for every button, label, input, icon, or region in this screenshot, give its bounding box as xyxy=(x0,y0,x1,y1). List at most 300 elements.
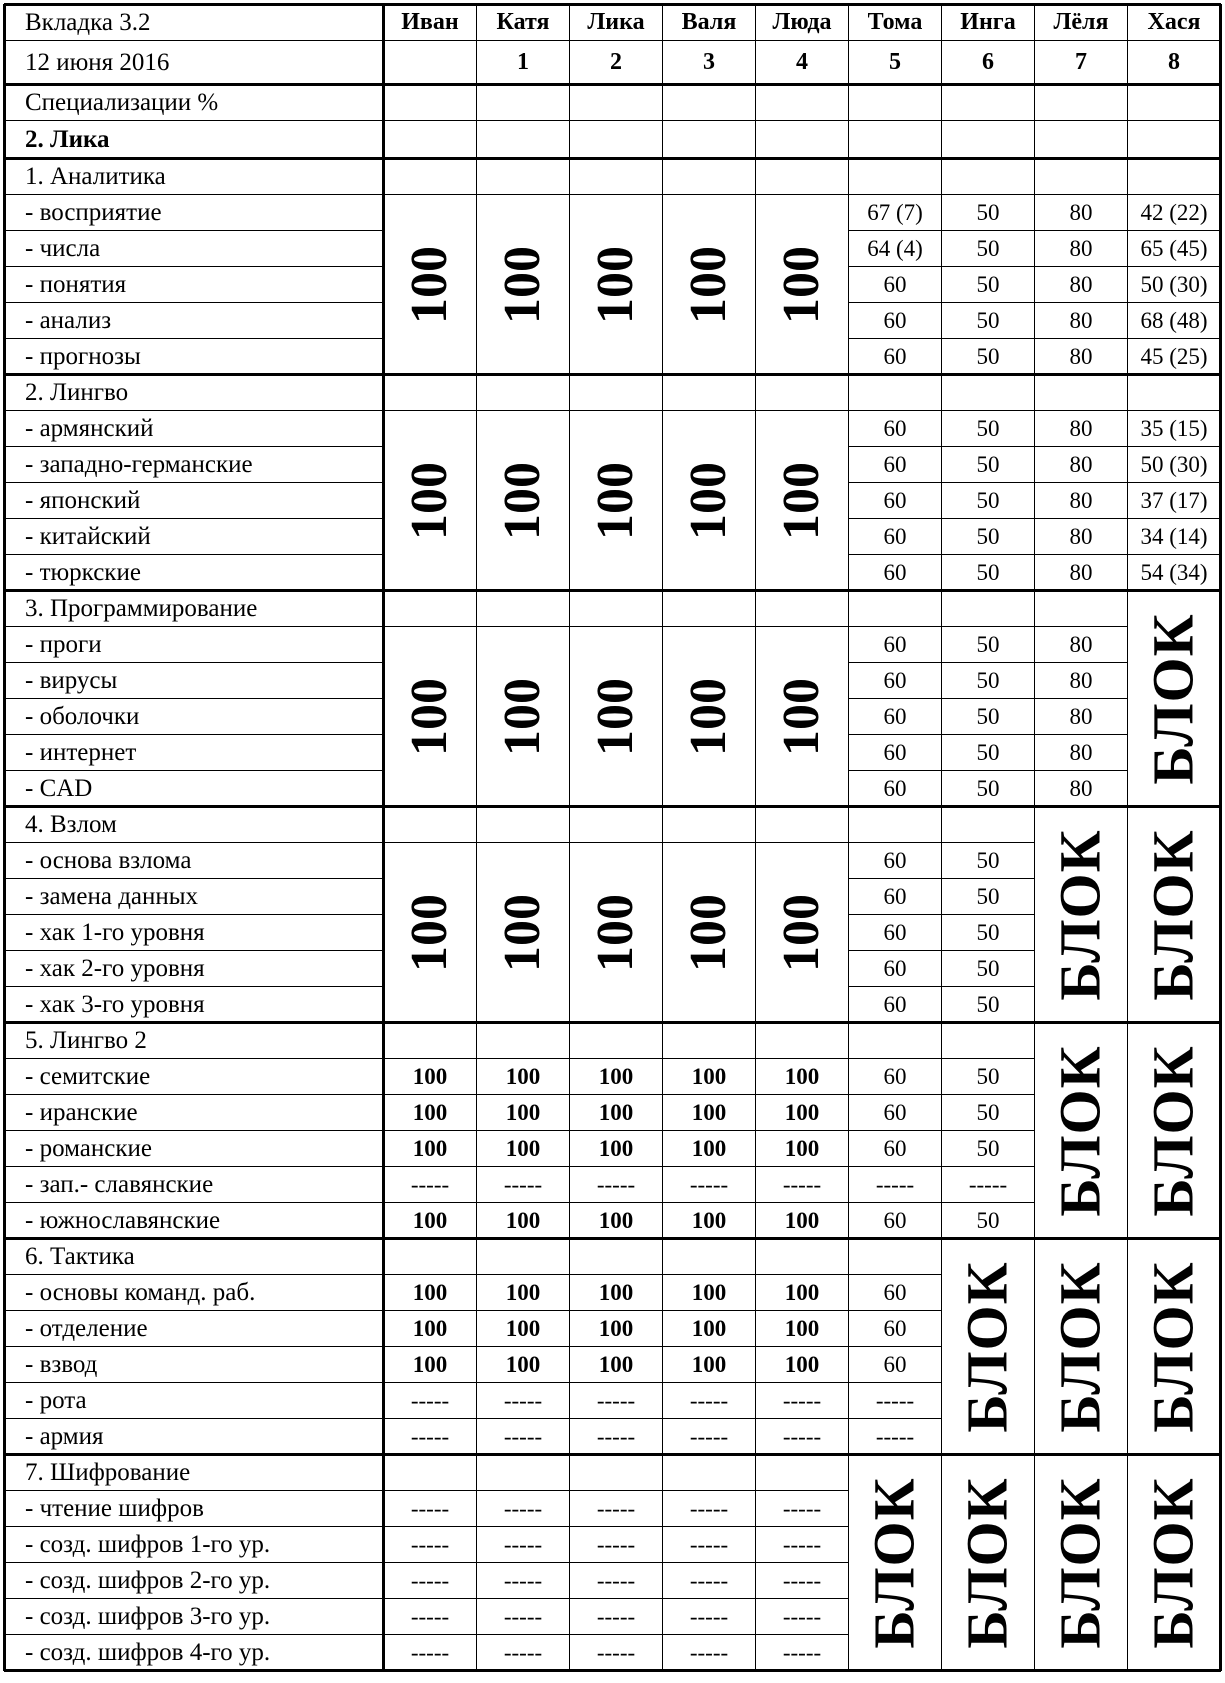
value-cell: 100 xyxy=(662,1094,756,1131)
merged-cell xyxy=(476,410,570,591)
value-cell: 100 xyxy=(383,1130,477,1167)
merged-cell xyxy=(476,842,570,1023)
empty-cell xyxy=(476,1238,570,1275)
block-mark: БЛОК xyxy=(1141,828,1207,1001)
empty-cell xyxy=(383,374,477,411)
value-cell: 67 (7) xyxy=(848,194,942,231)
person-number: 1 xyxy=(476,40,570,85)
value-cell: 50 xyxy=(941,626,1035,663)
block-mark: БЛОК xyxy=(1048,1260,1114,1433)
value-cell: 100 xyxy=(662,1346,756,1383)
merged-value: 100 xyxy=(587,893,644,972)
row-label: - оболочки xyxy=(4,698,384,735)
value-cell: 80 xyxy=(1034,446,1128,483)
merged-value: 100 xyxy=(680,893,737,972)
person-number: 3 xyxy=(662,40,756,85)
empty-cell xyxy=(1034,374,1128,411)
empty-cell xyxy=(941,158,1035,195)
empty-cell xyxy=(755,1454,849,1491)
value-cell: 50 xyxy=(941,986,1035,1023)
row-label: - замена данных xyxy=(4,878,384,915)
row-label: - отделение xyxy=(4,1310,384,1347)
row-label: - тюркские xyxy=(4,554,384,591)
empty-cell xyxy=(941,1022,1035,1059)
value-cell: ----- xyxy=(755,1562,849,1599)
value-cell: 80 xyxy=(1034,302,1128,339)
value-cell: 60 xyxy=(848,266,942,303)
value-cell: 60 xyxy=(848,842,942,879)
section-title: 3. Программирование xyxy=(4,590,384,627)
section-caption: Специализации % xyxy=(4,84,384,121)
person-name: Люда xyxy=(755,4,849,41)
value-cell: 60 xyxy=(848,950,942,987)
merged-value: 100 xyxy=(773,677,830,756)
empty-cell xyxy=(662,1238,756,1275)
row-label: - понятия xyxy=(4,266,384,303)
value-cell: ----- xyxy=(569,1382,663,1419)
merged-cell xyxy=(476,194,570,375)
value-cell: ----- xyxy=(755,1166,849,1203)
row-label: - созд. шифров 2-го ур. xyxy=(4,1562,384,1599)
empty-cell xyxy=(383,806,477,843)
value-cell: ----- xyxy=(941,1166,1035,1203)
value-cell: ----- xyxy=(569,1490,663,1527)
value-cell: 60 xyxy=(848,914,942,951)
empty-cell xyxy=(383,84,477,121)
row-label: - японский xyxy=(4,482,384,519)
empty-cell xyxy=(755,1022,849,1059)
blocked-cell xyxy=(1034,806,1128,1023)
value-cell: 34 (14) xyxy=(1127,518,1221,555)
merged-value: 100 xyxy=(494,893,551,972)
value-cell: ----- xyxy=(569,1562,663,1599)
value-cell: 60 xyxy=(848,1094,942,1131)
person-number: 4 xyxy=(755,40,849,85)
value-cell: 37 (17) xyxy=(1127,482,1221,519)
value-cell: ----- xyxy=(848,1418,942,1455)
merged-value: 100 xyxy=(494,461,551,540)
merged-cell xyxy=(476,626,570,807)
merged-value: 100 xyxy=(494,677,551,756)
value-cell: 100 xyxy=(755,1346,849,1383)
value-cell: ----- xyxy=(662,1166,756,1203)
value-cell: 100 xyxy=(755,1058,849,1095)
value-cell: 50 xyxy=(941,1130,1035,1167)
empty-cell xyxy=(755,158,849,195)
empty-cell xyxy=(662,120,756,159)
empty-cell xyxy=(755,120,849,159)
value-cell: ----- xyxy=(662,1562,756,1599)
merged-cell xyxy=(569,626,663,807)
merged-cell xyxy=(755,410,849,591)
row-label: - основы команд. раб. xyxy=(4,1274,384,1311)
value-cell: ----- xyxy=(476,1562,570,1599)
value-cell: 100 xyxy=(476,1130,570,1167)
empty-cell xyxy=(662,374,756,411)
merged-cell xyxy=(569,410,663,591)
value-cell: 50 xyxy=(941,1094,1035,1131)
empty-cell xyxy=(848,590,942,627)
value-cell: 50 xyxy=(941,662,1035,699)
value-cell: 60 xyxy=(848,518,942,555)
row-label: - хак 3-го уровня xyxy=(4,986,384,1023)
empty-cell xyxy=(1034,120,1128,159)
value-cell: 100 xyxy=(476,1310,570,1347)
value-cell: ----- xyxy=(569,1418,663,1455)
value-cell: 45 (25) xyxy=(1127,338,1221,375)
empty-cell xyxy=(383,1022,477,1059)
section-title: 1. Аналитика xyxy=(4,158,384,195)
value-cell: ----- xyxy=(755,1598,849,1635)
row-label: - хак 2-го уровня xyxy=(4,950,384,987)
value-cell: 100 xyxy=(569,1094,663,1131)
empty-cell xyxy=(569,374,663,411)
value-cell: 50 (30) xyxy=(1127,446,1221,483)
value-cell: 100 xyxy=(383,1202,477,1239)
section-title: 4. Взлом xyxy=(4,806,384,843)
merged-cell xyxy=(662,194,756,375)
merged-value: 100 xyxy=(680,677,737,756)
empty-cell xyxy=(1127,84,1221,121)
empty-cell xyxy=(941,120,1035,159)
merged-value: 100 xyxy=(680,245,737,324)
value-cell: 50 xyxy=(941,518,1035,555)
value-cell: ----- xyxy=(476,1526,570,1563)
empty-cell xyxy=(476,120,570,159)
value-cell: 80 xyxy=(1034,518,1128,555)
value-cell: ----- xyxy=(755,1382,849,1419)
section-title: 6. Тактика xyxy=(4,1238,384,1275)
merged-cell xyxy=(755,194,849,375)
empty-cell xyxy=(476,590,570,627)
empty-cell xyxy=(1127,120,1221,159)
value-cell: 100 xyxy=(476,1346,570,1383)
value-cell: 42 (22) xyxy=(1127,194,1221,231)
row-label: - армия xyxy=(4,1418,384,1455)
empty-cell xyxy=(755,374,849,411)
value-cell: 100 xyxy=(662,1058,756,1095)
empty-cell xyxy=(569,806,663,843)
value-cell: 100 xyxy=(569,1346,663,1383)
empty-cell xyxy=(1034,84,1128,121)
row-label: - созд. шифров 4-го ур. xyxy=(4,1634,384,1671)
value-cell: ----- xyxy=(383,1634,477,1671)
value-cell: 50 xyxy=(941,302,1035,339)
merged-value: 100 xyxy=(587,677,644,756)
row-label: - южнославянские xyxy=(4,1202,384,1239)
empty-cell xyxy=(1034,158,1128,195)
value-cell: ----- xyxy=(755,1418,849,1455)
value-cell: 100 xyxy=(569,1058,663,1095)
value-cell: 100 xyxy=(755,1274,849,1311)
value-cell: 60 xyxy=(848,1058,942,1095)
value-cell: ----- xyxy=(476,1166,570,1203)
empty-cell xyxy=(848,158,942,195)
value-cell: 60 xyxy=(848,1346,942,1383)
merged-cell xyxy=(383,194,477,375)
value-cell: ----- xyxy=(383,1490,477,1527)
empty-cell xyxy=(848,374,942,411)
value-cell: ----- xyxy=(662,1598,756,1635)
merged-value: 100 xyxy=(587,245,644,324)
block-mark: БЛОК xyxy=(1141,1476,1207,1649)
value-cell: ----- xyxy=(383,1562,477,1599)
empty-cell xyxy=(383,120,477,159)
value-cell: ----- xyxy=(569,1526,663,1563)
block-mark: БЛОК xyxy=(1141,612,1207,785)
empty-cell xyxy=(662,1022,756,1059)
empty-cell xyxy=(476,1454,570,1491)
row-label: - семитские xyxy=(4,1058,384,1095)
value-cell: 60 xyxy=(848,626,942,663)
blocked-cell xyxy=(1034,1454,1128,1671)
value-cell: 60 xyxy=(848,1202,942,1239)
block-mark: БЛОК xyxy=(1141,1044,1207,1217)
person-name: Инга xyxy=(941,4,1035,41)
value-cell: 60 xyxy=(848,770,942,807)
row-label: - основа взлома xyxy=(4,842,384,879)
empty-cell xyxy=(569,1238,663,1275)
block-mark: БЛОК xyxy=(1048,1044,1114,1217)
value-cell: 50 xyxy=(941,770,1035,807)
value-cell: ----- xyxy=(383,1598,477,1635)
empty-cell xyxy=(755,590,849,627)
value-cell: 50 xyxy=(941,1058,1035,1095)
value-cell: 60 xyxy=(848,410,942,447)
value-cell: 60 xyxy=(848,878,942,915)
value-cell: 60 xyxy=(848,698,942,735)
value-cell: 50 xyxy=(941,878,1035,915)
value-cell: 60 xyxy=(848,734,942,771)
row-label: - созд. шифров 1-го ур. xyxy=(4,1526,384,1563)
row-label: - китайский xyxy=(4,518,384,555)
merged-value: 100 xyxy=(401,893,458,972)
value-cell: ----- xyxy=(755,1526,849,1563)
row-label: - хак 1-го уровня xyxy=(4,914,384,951)
value-cell: ----- xyxy=(662,1634,756,1671)
value-cell: ----- xyxy=(662,1418,756,1455)
value-cell: 100 xyxy=(476,1274,570,1311)
person-number: 2 xyxy=(569,40,663,85)
value-cell: 50 xyxy=(941,266,1035,303)
merged-cell xyxy=(569,194,663,375)
person-name: Иван xyxy=(383,4,477,41)
value-cell: 100 xyxy=(383,1274,477,1311)
row-label: - CAD xyxy=(4,770,384,807)
row-label: - взвод xyxy=(4,1346,384,1383)
merged-value: 100 xyxy=(401,677,458,756)
empty-cell xyxy=(662,806,756,843)
row-label: - числа xyxy=(4,230,384,267)
value-cell: 100 xyxy=(476,1202,570,1239)
row-label: - романские xyxy=(4,1130,384,1167)
value-cell: 100 xyxy=(755,1202,849,1239)
value-cell: ----- xyxy=(662,1490,756,1527)
value-cell: 100 xyxy=(569,1202,663,1239)
section-title: 5. Лингво 2 xyxy=(4,1022,384,1059)
value-cell: 80 xyxy=(1034,338,1128,375)
merged-value: 100 xyxy=(494,245,551,324)
empty-cell xyxy=(569,120,663,159)
row-label: - армянский xyxy=(4,410,384,447)
empty-cell xyxy=(662,590,756,627)
value-cell: 100 xyxy=(755,1094,849,1131)
blocked-cell xyxy=(941,1454,1035,1671)
value-cell: 80 xyxy=(1034,266,1128,303)
person-name: Лёля xyxy=(1034,4,1128,41)
value-cell: 80 xyxy=(1034,482,1128,519)
row-label: - вирусы xyxy=(4,662,384,699)
blocked-cell xyxy=(1127,806,1221,1023)
value-cell: 100 xyxy=(662,1202,756,1239)
merged-cell xyxy=(383,410,477,591)
person-number xyxy=(383,40,477,85)
row-label: - западно-германские xyxy=(4,446,384,483)
empty-cell xyxy=(848,806,942,843)
value-cell: ----- xyxy=(383,1166,477,1203)
empty-cell xyxy=(569,158,663,195)
value-cell: ----- xyxy=(662,1382,756,1419)
empty-cell xyxy=(476,1022,570,1059)
row-label: - прогнозы xyxy=(4,338,384,375)
value-cell: 60 xyxy=(848,302,942,339)
value-cell: ----- xyxy=(476,1490,570,1527)
empty-cell xyxy=(569,1454,663,1491)
value-cell: 100 xyxy=(755,1310,849,1347)
blocked-cell xyxy=(848,1454,942,1671)
section-title: 7. Шифрование xyxy=(4,1454,384,1491)
row-label: - иранские xyxy=(4,1094,384,1131)
blocked-cell xyxy=(1127,1238,1221,1455)
merged-cell xyxy=(755,626,849,807)
value-cell: 100 xyxy=(476,1094,570,1131)
row-label: - интернет xyxy=(4,734,384,771)
empty-cell xyxy=(383,1238,477,1275)
merged-cell xyxy=(569,842,663,1023)
value-cell: ----- xyxy=(383,1418,477,1455)
value-cell: 60 xyxy=(848,1130,942,1167)
value-cell: 64 (4) xyxy=(848,230,942,267)
value-cell: ----- xyxy=(476,1382,570,1419)
value-cell: 35 (15) xyxy=(1127,410,1221,447)
value-cell: 60 xyxy=(848,338,942,375)
value-cell: 50 (30) xyxy=(1127,266,1221,303)
value-cell: ----- xyxy=(569,1598,663,1635)
value-cell: 100 xyxy=(476,1058,570,1095)
block-mark: БЛОК xyxy=(1141,1260,1207,1433)
empty-cell xyxy=(755,1238,849,1275)
value-cell: 60 xyxy=(848,446,942,483)
value-cell: ----- xyxy=(569,1166,663,1203)
empty-cell xyxy=(662,84,756,121)
merged-cell xyxy=(662,410,756,591)
value-cell: ----- xyxy=(383,1382,477,1419)
value-cell: ----- xyxy=(476,1418,570,1455)
empty-cell xyxy=(476,84,570,121)
person-name: Валя xyxy=(662,4,756,41)
empty-cell xyxy=(476,806,570,843)
row-label: - проги xyxy=(4,626,384,663)
merged-value: 100 xyxy=(587,461,644,540)
merged-value: 100 xyxy=(680,461,737,540)
value-cell: 50 xyxy=(941,230,1035,267)
value-cell: ----- xyxy=(848,1382,942,1419)
row-label: - чтение шифров xyxy=(4,1490,384,1527)
row-label: - зап.- славянские xyxy=(4,1166,384,1203)
value-cell: 50 xyxy=(941,410,1035,447)
value-cell: 80 xyxy=(1034,770,1128,807)
value-cell: 80 xyxy=(1034,410,1128,447)
value-cell: 100 xyxy=(569,1130,663,1167)
value-cell: ----- xyxy=(476,1634,570,1671)
empty-cell xyxy=(848,1238,942,1275)
empty-cell xyxy=(755,84,849,121)
merged-cell xyxy=(662,842,756,1023)
value-cell: ----- xyxy=(569,1634,663,1671)
value-cell: 60 xyxy=(848,662,942,699)
merged-value: 100 xyxy=(773,893,830,972)
empty-cell xyxy=(383,158,477,195)
value-cell: 65 (45) xyxy=(1127,230,1221,267)
merged-cell xyxy=(755,842,849,1023)
value-cell: 60 xyxy=(848,482,942,519)
person-name: Лика xyxy=(569,4,663,41)
value-cell: 50 xyxy=(941,734,1035,771)
person-name: Тома xyxy=(848,4,942,41)
empty-cell xyxy=(569,1022,663,1059)
empty-cell xyxy=(1127,374,1221,411)
empty-cell xyxy=(476,374,570,411)
blocked-cell xyxy=(1034,1022,1128,1239)
empty-cell xyxy=(569,84,663,121)
person-number: 6 xyxy=(941,40,1035,85)
person-number: 8 xyxy=(1127,40,1221,85)
empty-cell xyxy=(941,806,1035,843)
value-cell: 80 xyxy=(1034,734,1128,771)
value-cell: 50 xyxy=(941,698,1035,735)
value-cell: 50 xyxy=(941,842,1035,879)
row-label: - восприятие xyxy=(4,194,384,231)
block-mark: БЛОК xyxy=(862,1476,928,1649)
value-cell: 54 (34) xyxy=(1127,554,1221,591)
blocked-cell xyxy=(1127,1454,1221,1671)
empty-cell xyxy=(848,84,942,121)
value-cell: 60 xyxy=(848,986,942,1023)
value-cell: 50 xyxy=(941,446,1035,483)
value-cell: ----- xyxy=(848,1166,942,1203)
value-cell: 50 xyxy=(941,1202,1035,1239)
row-label: - рота xyxy=(4,1382,384,1419)
block-mark: БЛОК xyxy=(955,1260,1021,1433)
value-cell: 60 xyxy=(848,1310,942,1347)
value-cell: ----- xyxy=(662,1526,756,1563)
value-cell: 50 xyxy=(941,554,1035,591)
value-cell: 100 xyxy=(662,1310,756,1347)
value-cell: 100 xyxy=(383,1058,477,1095)
empty-cell xyxy=(569,590,663,627)
tab-label: Вкладка 3.2 xyxy=(4,4,384,41)
person-name: Хася xyxy=(1127,4,1221,41)
value-cell: 68 (48) xyxy=(1127,302,1221,339)
value-cell: 80 xyxy=(1034,194,1128,231)
value-cell: 50 xyxy=(941,950,1035,987)
value-cell: 60 xyxy=(848,554,942,591)
block-mark: БЛОК xyxy=(1048,828,1114,1001)
value-cell: 50 xyxy=(941,338,1035,375)
empty-cell xyxy=(755,806,849,843)
value-cell: 100 xyxy=(383,1094,477,1131)
empty-cell xyxy=(941,374,1035,411)
